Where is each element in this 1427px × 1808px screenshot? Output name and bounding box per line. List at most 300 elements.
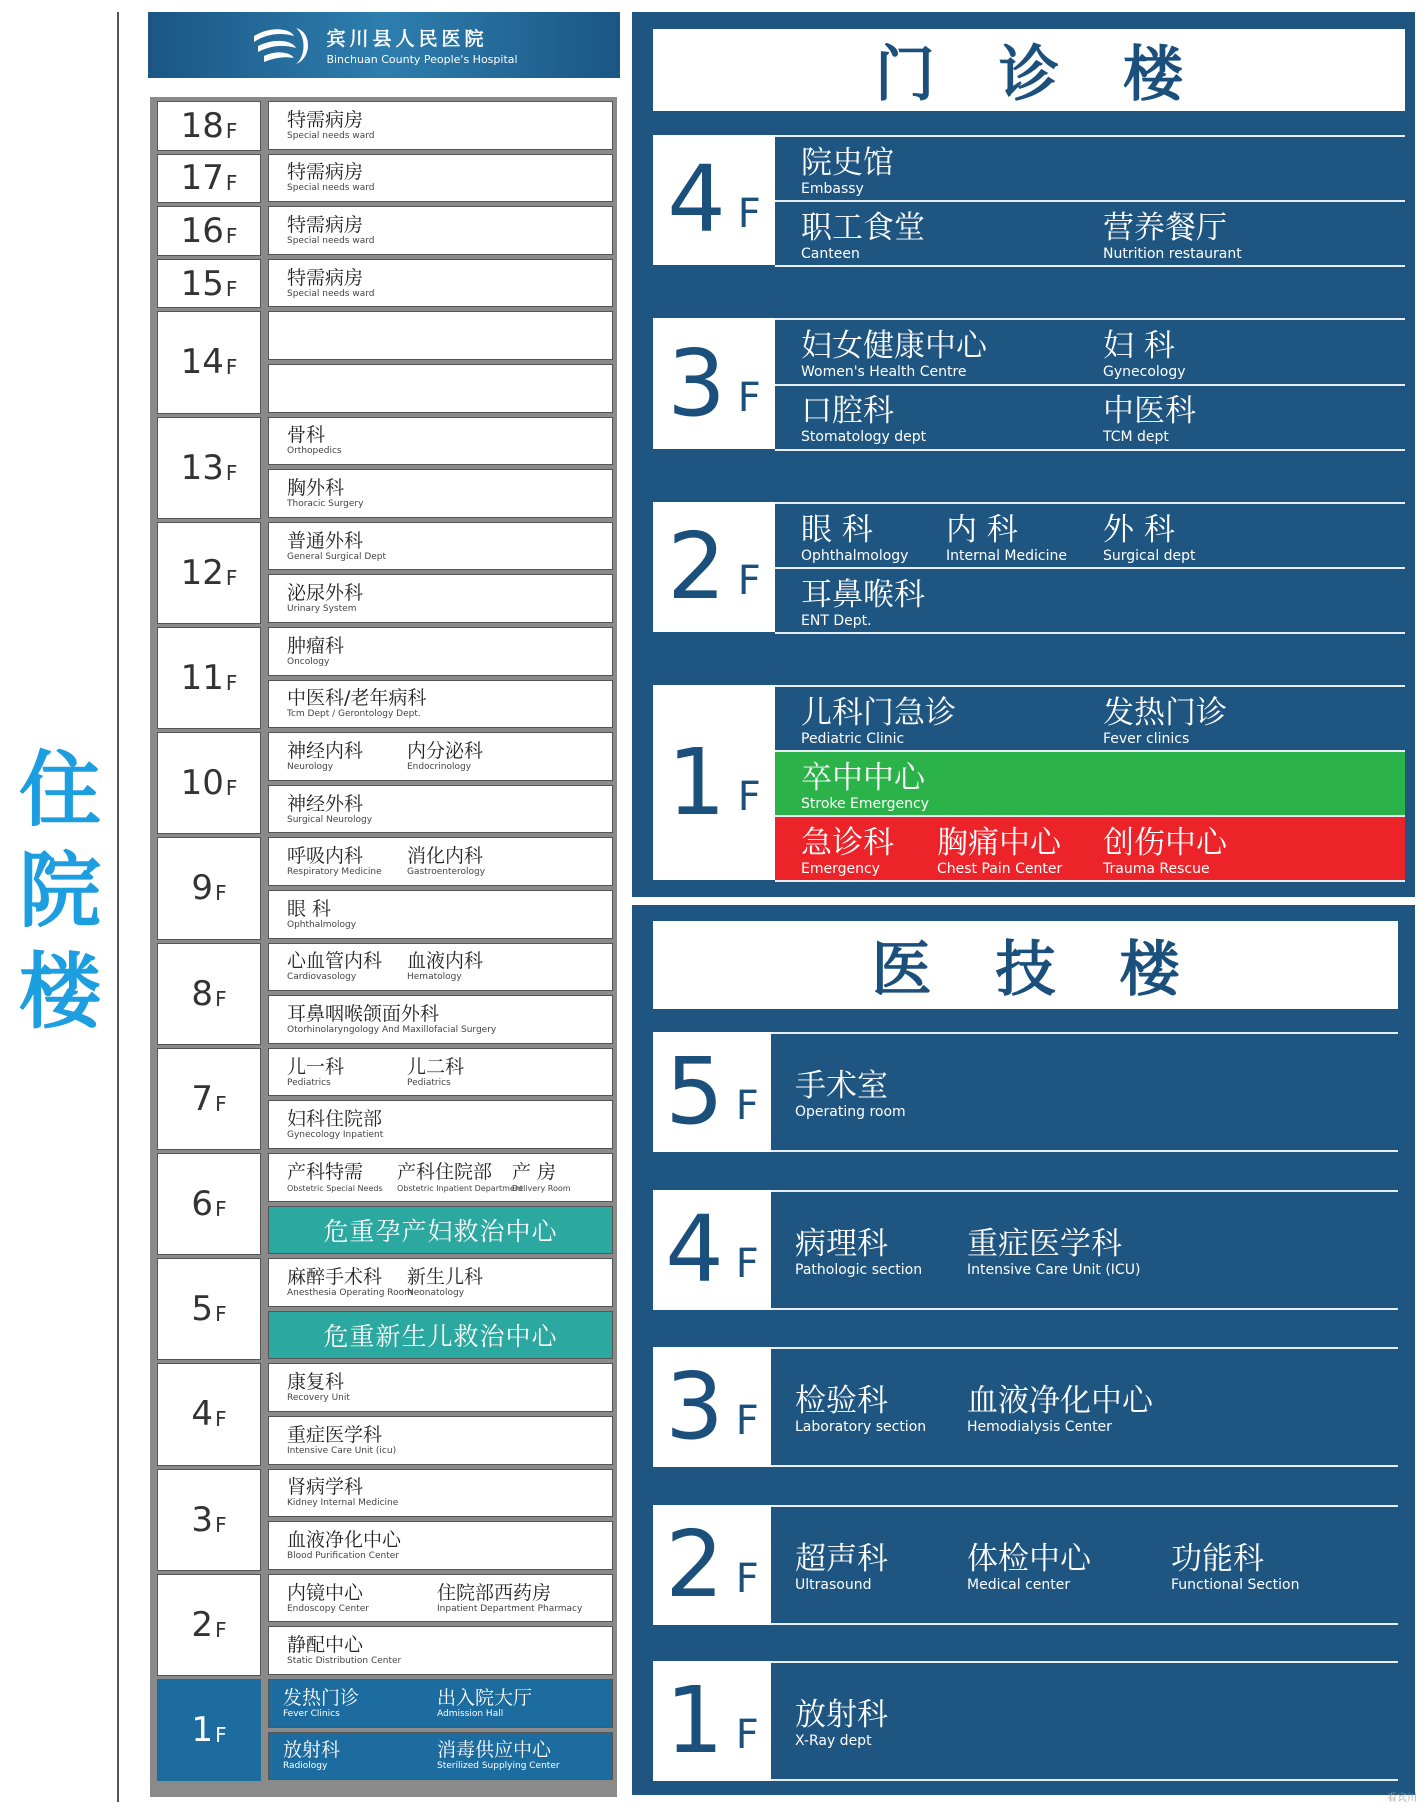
floor-suffix: F [735,1083,759,1129]
department-name-cn: 肾病学科 [287,1476,364,1499]
floor-suffix: F [215,1302,227,1327]
department-name-cn: 内分泌科 [407,739,484,762]
department-name-cn: 产科特需 [287,1160,364,1183]
department-name-en: Operating room [795,1104,906,1120]
floor-suffix: F [215,1407,227,1432]
department-entry [801,577,925,630]
dept-row [268,311,613,360]
floor-suffix: F [215,1091,227,1116]
floor-number: 4 [667,146,726,253]
dept-row [268,154,613,203]
department-entry [1103,328,1186,381]
dept-row [268,1626,613,1675]
department-entry [967,1541,1091,1594]
department-name-cn: 胸外科 [287,476,345,499]
inpatient-title-char: 院 [18,844,101,939]
floor-number: 13 [180,447,224,488]
floor-suffix: F [737,558,761,604]
floor-label-4f [157,1363,261,1465]
outpatient-floor-2f [653,502,1405,632]
department-entry [437,1582,582,1615]
department-name-en: Thoracic Surgery [287,498,364,509]
department-name-en: Hematology [407,972,462,983]
department-name-cn: 呼吸内科 [287,845,364,868]
floor-number-block [653,685,775,880]
floor-label-5f [157,1258,261,1360]
department-name-en: Emergency [801,860,880,877]
department-entry [407,845,485,878]
floor-suffix: F [737,374,761,421]
department-entry [287,582,363,615]
department-name-en: Pathologic section [795,1262,923,1278]
department-row [775,815,1405,880]
floor-number: 11 [180,658,224,699]
hospital-logo-icon [250,22,314,68]
floor-number-block [653,1190,771,1310]
floor-suffix: F [225,671,238,696]
floor-label-11f [157,627,261,729]
dept-row [268,417,613,466]
floor-suffix: F [215,1723,227,1748]
floor-label-13f [157,417,261,519]
floor-suffix: F [215,1512,227,1537]
department-name-cn: 耳鼻咽喉颌面外科 [287,1002,440,1025]
department-name-en: Ophthalmology [801,547,909,564]
department-name-cn: 重症医学科 [967,1226,1122,1262]
floor-number: 17 [180,158,224,199]
floor-suffix: F [215,881,227,906]
floor-label-16f [157,206,261,256]
department-name-cn: 特需病房 [287,161,364,184]
department-name-cn: 静配中心 [287,1634,364,1657]
floor-departments [771,1661,1398,1781]
department-name-cn: 内 科 [946,511,1018,548]
dept-row [268,1048,613,1097]
department-entry [795,1541,888,1594]
floor-number: 7 [191,1078,214,1119]
floor-label-3f [157,1469,261,1571]
floor-suffix: F [735,1556,759,1602]
department-entry [801,695,956,748]
department-name-en: Radiology [283,1761,328,1772]
floor-number: 4 [191,1394,214,1435]
medtech-title: 医技楼 [871,935,1244,1005]
dept-row [268,732,613,781]
department-entry [1103,825,1227,878]
department-entry [437,1687,532,1720]
medtech-floor-3f [653,1347,1398,1467]
department-name-en: Laboratory section [795,1419,927,1435]
floor-number: 4 [665,1196,724,1303]
department-name-en: Tcm Dept / Gerontology Dept. [287,709,421,720]
department-name-en: Special needs ward [287,183,375,194]
department-entry [287,1476,398,1509]
department-entry [287,1424,396,1457]
department-name-cn: 外 科 [1103,511,1175,548]
hospital-header [148,12,620,78]
floor-number-block [653,318,775,449]
department-row [775,685,1405,750]
department-name-cn: 肿瘤科 [287,634,345,657]
department-name-cn: 特需病房 [287,213,364,236]
floor-divider-line [775,265,1405,267]
department-entry [1171,1541,1299,1594]
department-name-en: Otorhinolaryngology And Maxillofacial Surgery [287,1024,497,1035]
medtech-floor-4f [653,1190,1398,1310]
department-name-en: Admission Hall [437,1708,504,1719]
department-name-cn: 发热门诊 [283,1686,360,1709]
floor-suffix: F [215,1197,227,1222]
department-name-en: Nutrition restaurant [1103,245,1242,262]
dept-row [268,1206,613,1255]
floor-number: 10 [180,763,224,804]
department-name-en: Stomatology dept [801,429,927,446]
department-name-en: Fever clinics [1103,730,1190,747]
inpatient-title-char: 楼 [18,945,101,1040]
floor-label-6f [157,1153,261,1255]
department-name-en: Internal Medicine [946,547,1067,564]
department-entry [287,635,344,668]
department-entry [287,1371,350,1404]
department-name-cn: 卒中中心 [801,759,925,796]
department-name-cn: 院史馆 [801,144,894,181]
department-entry [287,267,374,300]
department-entry [512,1161,571,1194]
floor-departments [771,1347,1398,1467]
department-name-en: ENT Dept. [801,612,872,629]
department-name-en: Stroke Emergency [801,795,930,812]
department-name-cn: 新生儿科 [407,1265,484,1288]
department-entry [287,1266,413,1299]
floor-number: 8 [191,973,214,1014]
outpatient-floor-4f [653,135,1405,265]
department-entry [397,1161,523,1194]
floor-number-block [653,135,775,265]
floor-suffix: F [225,355,238,380]
department-name-en: Fever Clinics [283,1708,340,1719]
dept-row [268,1153,613,1202]
department-name-cn: 放射科 [795,1697,888,1733]
floor-suffix: F [225,223,238,248]
inpatient-title-char: 住 [18,743,101,838]
floor-suffix: F [735,1398,759,1444]
department-entry [407,740,483,773]
department-name-en: Kidney Internal Medicine [287,1498,399,1509]
floor-label-7f [157,1048,261,1150]
department-entry [1103,393,1196,446]
floor-number-block [653,502,775,632]
department-name-cn: 创伤中心 [1103,824,1227,861]
outpatient-floor-3f [653,318,1405,449]
department-entry [1103,210,1242,263]
dept-row [268,574,613,623]
dept-row [268,680,613,729]
dept-row [268,259,613,308]
department-name-cn: 骨科 [287,424,326,447]
department-name-cn: 康复科 [287,1371,345,1394]
floor-label-14f [157,311,261,413]
department-name-cn: 职工食堂 [801,209,925,246]
department-row [775,384,1405,450]
floor-number: 6 [191,1184,214,1225]
department-name-en: TCM dept [1103,429,1169,446]
department-entry [287,424,342,457]
dept-row [268,1258,613,1307]
department-name-en: Urinary System [287,604,357,615]
department-name-cn: 妇科住院部 [287,1108,383,1131]
floor-departments [771,1190,1398,1310]
floor-suffix: F [225,565,238,590]
floor-departments [771,1505,1398,1625]
floor-departments [775,685,1405,880]
floor-number: 5 [191,1289,214,1330]
department-row [775,200,1405,265]
floor-number: 5 [665,1038,724,1145]
dept-row [268,1469,613,1518]
department-entry [967,1383,1153,1436]
department-name-en: Intensive Care Unit (icu) [287,1445,397,1456]
department-entry [937,825,1062,878]
floor-number-block [653,1661,771,1781]
department-name-en: Women's Health Centre [801,363,967,380]
department-name-en: Special needs ward [287,288,375,299]
floor-divider-line [775,880,1405,882]
department-name-en: Chest Pain Center [937,860,1063,877]
department-name-cn: 儿二科 [407,1055,465,1078]
floor-label-8f [157,943,261,1045]
floor-label-15f [157,259,261,309]
dept-row [268,101,613,150]
department-name-cn: 眼 科 [801,511,873,548]
department-name-cn: 血液内科 [407,950,484,973]
department-entry [795,1697,888,1750]
department-entry [801,825,894,878]
floor-number: 14 [180,342,224,383]
dept-row [268,943,613,992]
department-name-en: Pediatrics [287,1077,331,1088]
floor-number: 1 [665,1667,724,1774]
floor-suffix: F [225,460,238,485]
department-name-cn: 妇女健康中心 [801,327,987,364]
dept-row [268,785,613,834]
department-name-en: Inpatient Department Pharmacy [437,1603,583,1614]
department-name-en: Gastroenterology [407,867,486,878]
department-entry [801,760,929,813]
department-entry [801,393,926,446]
dept-row [268,1521,613,1570]
department-name-en: Trauma Rescue [1103,860,1210,877]
department-name-cn: 血液净化中心 [967,1383,1153,1419]
floor-number: 16 [180,210,224,251]
outpatient-title-bar [653,29,1405,111]
department-name-en: Recovery Unit [287,1393,350,1404]
floor-departments [775,502,1405,632]
department-name-cn: 眼 科 [287,897,332,920]
dept-row [268,890,613,939]
floor-suffix: F [225,776,238,801]
floor-label-2f [157,1574,261,1676]
department-name-en: Ophthalmology [287,919,357,930]
floor-number: 12 [180,552,224,593]
department-name-en: Anesthesia Operating Room [287,1287,413,1298]
department-name-en: Intensive Care Unit (ICU) [967,1262,1141,1278]
department-name-cn: 放射科 [283,1739,341,1762]
department-entry [287,845,382,878]
department-entry [407,1266,483,1299]
watermark: 看宾川 [1387,1793,1417,1804]
department-entry [287,740,363,773]
department-name-en: Orthopedics [287,446,342,457]
dept-row [268,206,613,255]
department-name-cn: 特需病房 [287,266,364,289]
department-name-en: Endocrinology [407,761,472,772]
department-name-en: Blood Purification Center [287,1550,399,1561]
department-name-en: Static Distribution Center [287,1656,402,1667]
critical-care-band: 危重新生儿救治中心 [323,1322,558,1352]
department-entry [287,1003,496,1036]
floor-number-block [653,1347,771,1467]
floor-number: 18 [180,105,224,146]
department-name-en: Oncology [287,656,330,667]
dept-row [268,1100,613,1149]
department-row [775,567,1405,632]
floor-number: 2 [665,1511,724,1618]
outpatient-building-board [632,12,1415,897]
department-name-en: Respiratory Medicine [287,867,382,878]
department-entry [287,898,356,931]
department-name-cn: 儿科门急诊 [801,694,956,731]
department-name-cn: 出入院大厅 [437,1686,533,1709]
dept-row [268,1574,613,1623]
medtech-floor-1f [653,1661,1398,1781]
floor-divider-line [775,449,1405,451]
department-entry [407,1056,464,1089]
department-name-cn: 神经外科 [287,792,364,815]
floor-suffix: F [735,1241,759,1287]
department-entry [801,512,908,565]
department-name-cn: 住院部西药房 [437,1581,552,1604]
floor-departments [775,318,1405,449]
floor-suffix: F [215,1617,227,1642]
department-name-cn: 血液净化中心 [287,1528,402,1551]
department-name-cn: 口腔科 [801,393,894,430]
floor-label-1f [157,1679,261,1781]
department-name-en: Special needs ward [287,130,375,141]
department-row [775,135,1405,200]
department-entry [287,109,374,142]
department-entry [287,1582,369,1615]
department-name-en: Surgical Neurology [287,814,373,825]
floor-departments [775,135,1405,265]
dept-row [268,469,613,518]
floor-suffix: F [737,191,761,237]
floor-number: 3 [665,1353,724,1460]
medtech-building-board [632,905,1415,1795]
department-name-cn: 功能科 [1171,1541,1264,1577]
department-entry [287,950,382,983]
department-entry [801,328,987,381]
floor-number: 1 [667,728,726,836]
department-name-cn: 产 房 [512,1160,557,1183]
department-name-en: Neonatology [407,1287,465,1298]
dept-row [268,1416,613,1465]
floor-number: 2 [191,1604,214,1645]
department-name-cn: 中医科/老年病科 [287,687,427,710]
department-name-en: Obstetric Inpatient Department [397,1183,524,1193]
department-name-cn: 消化内科 [407,845,484,868]
department-name-cn: 手术室 [795,1068,888,1104]
floor-label-17f [157,154,261,204]
department-entry [287,1108,383,1141]
floor-suffix: F [737,773,761,820]
department-name-cn: 麻醉手术科 [287,1265,383,1288]
department-entry [287,793,372,826]
outpatient-title: 门诊楼 [875,40,1247,110]
department-name-en: X-Ray dept [795,1733,872,1749]
department-name-en: Hemodialysis Center [967,1419,1112,1435]
department-entry [287,161,374,194]
department-entry [437,1739,560,1772]
department-name-cn: 中医科 [1103,393,1196,430]
department-name-cn: 重症医学科 [287,1423,383,1446]
floor-number: 9 [191,868,214,909]
department-name-en: Functional Section [1171,1577,1300,1593]
department-name-cn: 产科住院部 [397,1160,493,1183]
department-entry [287,1161,383,1194]
dept-row [268,1679,613,1728]
floor-label-9f [157,837,261,939]
department-name-cn: 体检中心 [967,1541,1091,1577]
department-name-en: Embassy [801,180,864,197]
department-name-en: Medical center [967,1577,1071,1593]
dept-row [268,522,613,571]
dept-row [268,627,613,676]
floor-divider-line [775,632,1405,634]
department-name-cn: 心血管内科 [287,950,383,973]
outpatient-floor-1f [653,685,1405,880]
dept-row [268,1311,613,1360]
department-name-en: Delivery Room [512,1183,571,1193]
department-entry [407,950,483,983]
department-name-cn: 急诊科 [801,824,894,861]
floor-number: 15 [180,263,224,304]
department-name-cn: 泌尿外科 [287,582,364,605]
floor-label-12f [157,522,261,624]
inpatient-directory [148,12,620,1797]
dept-row [268,364,613,413]
department-entry [287,687,426,720]
department-entry [1103,512,1196,565]
department-name-cn: 检验科 [795,1383,888,1419]
department-entry [287,1529,401,1562]
dept-row [268,995,613,1044]
department-name-cn: 妇 科 [1103,327,1175,364]
department-name-en: Obstetric Special Needs [287,1183,383,1193]
department-entry [801,145,894,198]
medtech-title-bar [653,921,1398,1009]
floor-suffix: F [225,118,238,143]
floor-suffix: F [215,986,227,1011]
department-name-cn: 普通外科 [287,529,364,552]
department-name-cn: 胸痛中心 [937,824,1061,861]
inpatient-floor-table [150,97,617,1797]
medtech-floor-2f [653,1505,1398,1625]
department-name-en: Special needs ward [287,235,375,246]
inpatient-building-title [0,740,120,1043]
floor-departments [771,1032,1398,1152]
floor-suffix: F [225,171,238,196]
floor-number: 2 [667,513,726,620]
